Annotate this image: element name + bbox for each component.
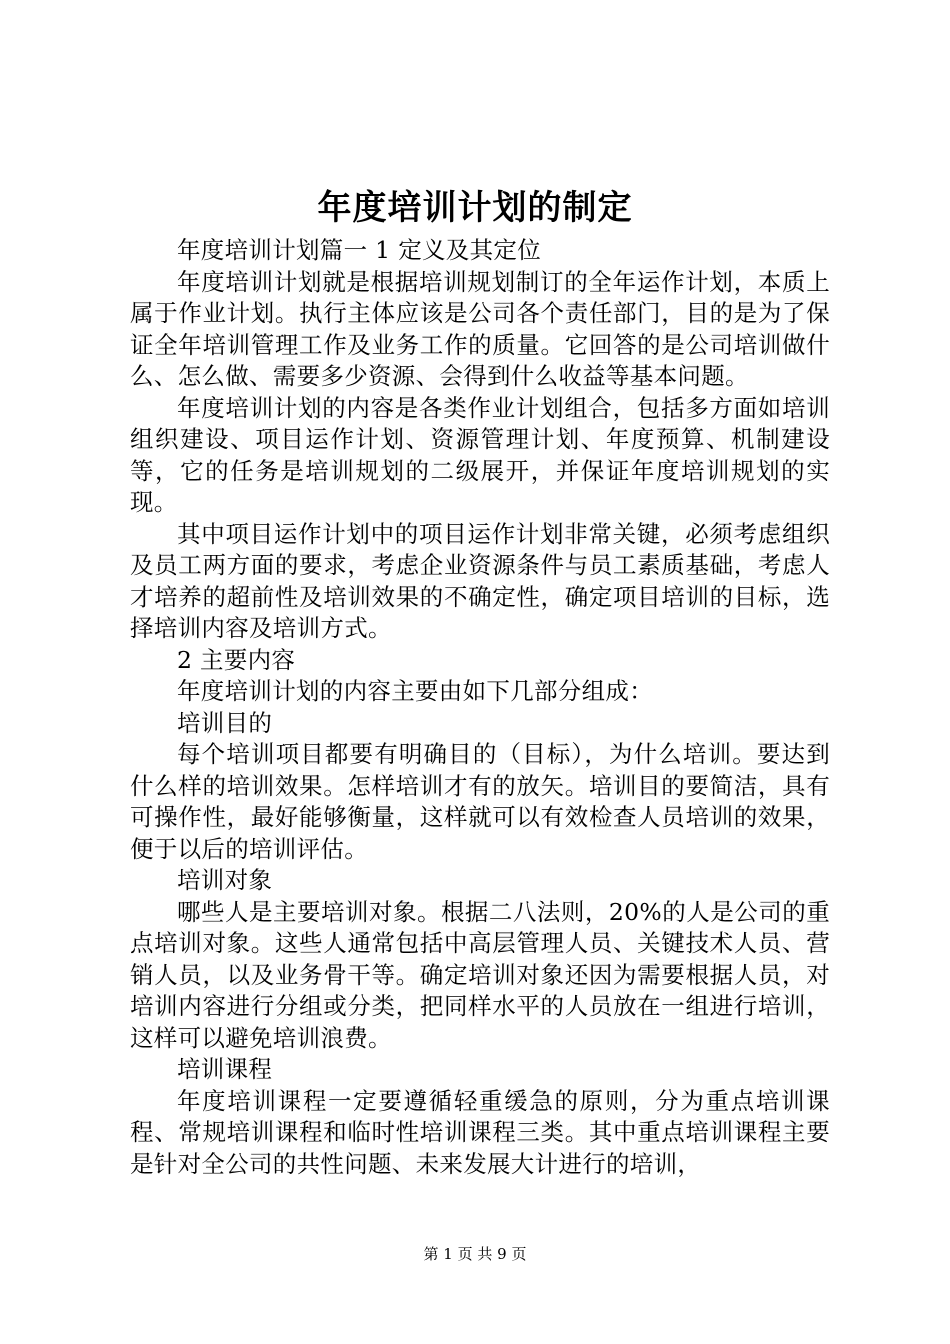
paragraph-training-purpose: 每个培训项目都要有明确目的（目标），为什么培训。要达到什么样的培训效果。怎样培训才有的放矢。培训目的要简洁，具有可操作性，最好能够衡量，这样就可以有效检查人员培训的效果，便于以后的培训评估。 xyxy=(130,740,830,863)
paragraph-training-courses: 年度培训课程一定要遵循轻重缓急的原则，分为重点培训课程、常规培训课程和临时性培训课程三类。其中重点培训课程主要是针对全公司的共性问题、未来发展大计进行的培训， xyxy=(130,1086,830,1178)
paragraph-training-targets: 哪些人是主要培训对象。根据二八法则，20%的人是公司的重点培训对象。这些人通常包括中高层管理人员、关键技术人员、营销人员，以及业务骨干等。确定培训对象还因为需要根据人员，对培训内容进行分组或分类，把同样水平的人员放在一组进行培训，这样可以避免培训浪费。 xyxy=(130,897,830,1052)
paragraph-project-plan: 其中项目运作计划中的项目运作计划非常关键，必须考虑组织及员工两方面的要求，考虑企业资源条件与员工素质基础，考虑人才培养的超前性及培训效果的不确定性，确定项目培训的目标，选择培训内容及培训方式。 xyxy=(130,519,830,642)
paragraph-content-composition: 年度培训计划的内容是各类作业计划组合，包括多方面如培训组织建设、项目运作计划、资源管理计划、年度预算、机制建设等，它的任务是培训规划的二级展开，并保证年度培训规划的实现。 xyxy=(130,393,830,516)
subheading-training-targets: 培训对象 xyxy=(177,866,273,894)
paragraph-definition: 年度培训计划就是根据培训规划制订的全年运作计划，本质上属于作业计划。执行主体应该是公司各个责任部门，目的是为了保证全年培训管理工作及业务工作的质量。它回答的是公司培训做什么、怎么做、需要多少资源、会得到什么收益等基本问题。 xyxy=(130,267,830,390)
paragraph-intro: 年度培训计划的内容主要由如下几部分组成： xyxy=(177,677,653,705)
page-footer: 第 1 页 共 9 页 xyxy=(423,1245,527,1263)
document-title: 年度培训计划的制定 xyxy=(317,188,633,228)
document-body xyxy=(130,235,830,1180)
subheading-training-purpose: 培训目的 xyxy=(177,708,273,737)
subheading-training-courses: 培训课程 xyxy=(177,1055,273,1083)
paragraph-section-heading-2: 2 主要内容 xyxy=(177,645,296,674)
paragraph-section-heading-1: 年度培训计划篇一 1 定义及其定位 xyxy=(177,236,541,264)
